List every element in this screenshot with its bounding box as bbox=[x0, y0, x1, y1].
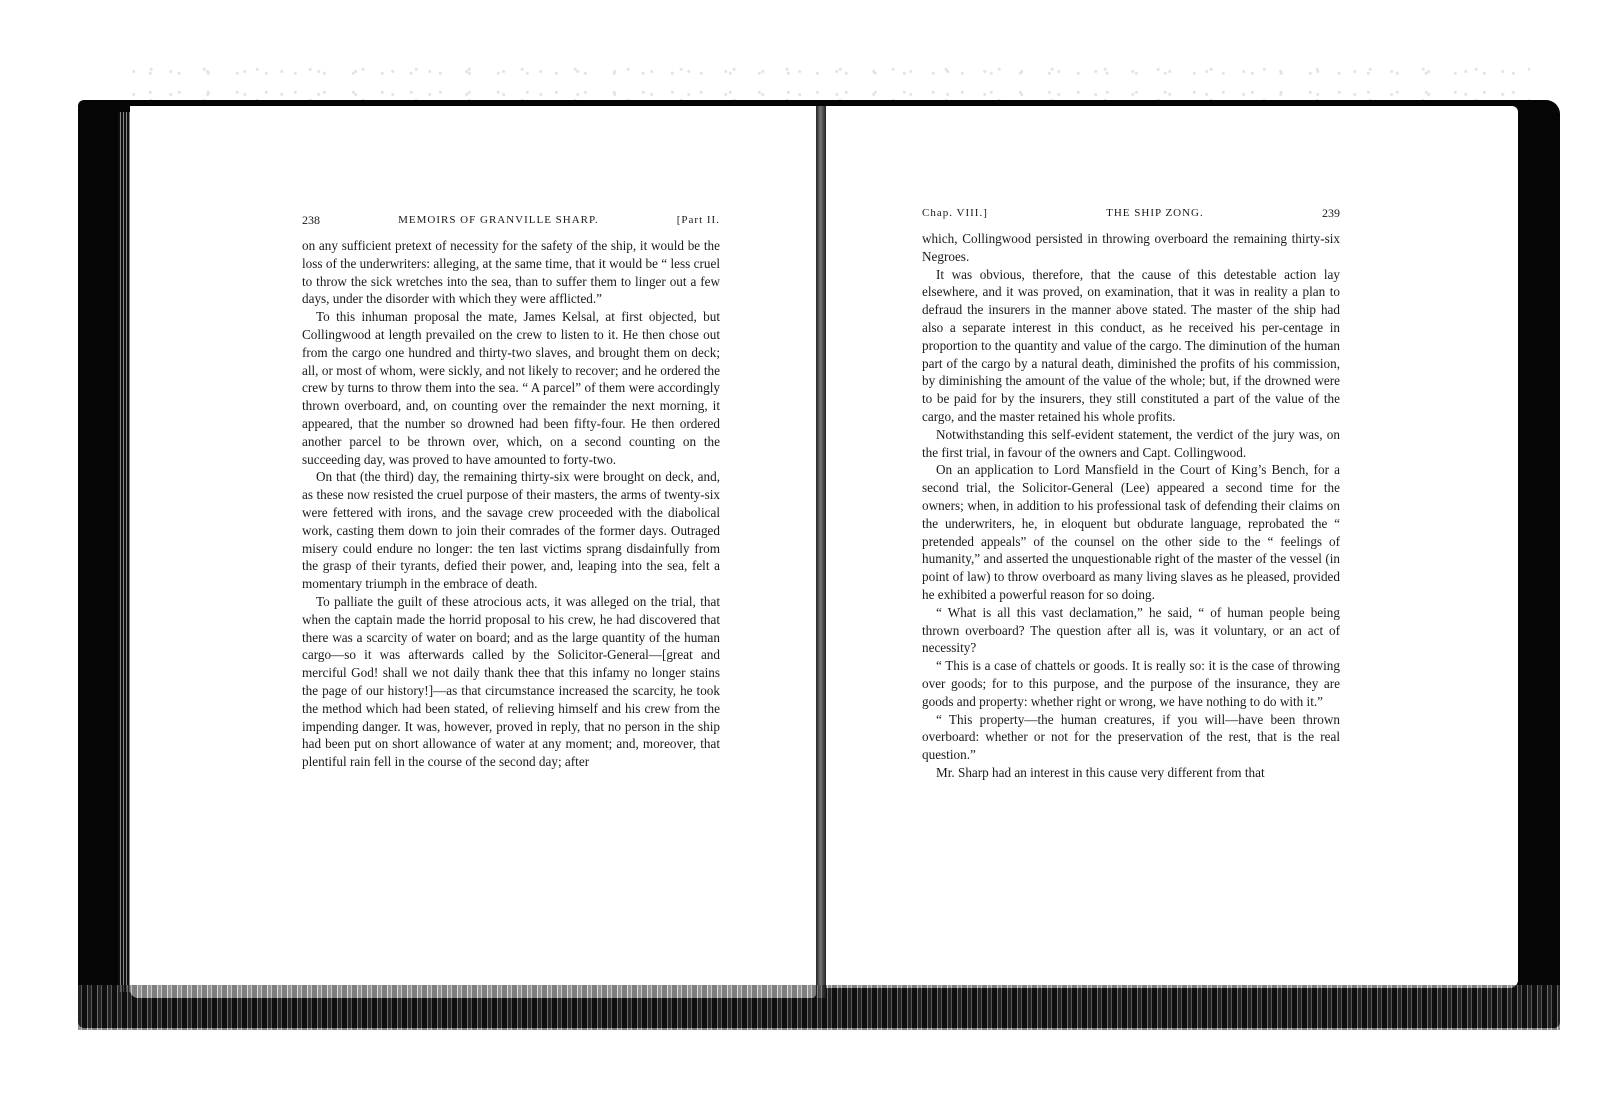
right-body-text bbox=[922, 230, 1340, 782]
left-paragraph: On that (the third) day, the remaining thirty-six were brought on deck, and, as these now resisted the cruel purpose of their masters, the arms of twenty-six were fettered with irons, and the savage crew proceeded with the diabolical work, casting them down to join their comrades of the former days. Outraged misery could endure no longer: the ten last victims sprang disdainfully from the grasp of their tyrants, defied their power, and, leaping into the sea, felt a momentary triumph in the embrace of death. bbox=[302, 469, 720, 592]
right-running-head bbox=[922, 205, 1340, 221]
left-paragraph: To this inhuman proposal the mate, James Kelsal, at first objected, but Collingwood at length prevailed on the crew to listen to it. He then chose out from the cargo one hundred and thirty-two slaves, and brought them on deck; all, or most of whom, were sickly, and not likely to recover; and he ordered the crew by turns to throw them into the sea. “ A parcel” of them were accordingly thrown overboard, and, on counting over the remainder the next morning, it appeared, that the number so drowned had been fifty-four. He then ordered another parcel to be thrown over, which, on a second counting on the succeeding day, was proved to have amounted to forty-two. bbox=[302, 309, 720, 467]
left-part-label: [Part II. bbox=[676, 214, 720, 226]
left-paragraph: To palliate the guilt of these atrocious acts, it was alleged on the trial, that when the captain made the horrid proposal to his crew, he had discovered that there was a scarcity of water on board; and as the large quantity of the human cargo—so it was afterwards called by the Solicitor-General—[great and merciful God! shall we not daily thank thee that this infamy no longer stains the page of our history!]—as that circumstance increased the scarcity, he took the method which had been stated, of relieving himself and his crew from the impending danger. It was, however, proved in reply, that no person in the ship had been put on short allowance of water at any moment; and, moreover, that plentiful rain fell in the course of the second day; after bbox=[302, 593, 720, 770]
right-paragraph: Mr. Sharp had an interest in this cause very different from that bbox=[936, 764, 1265, 780]
book-gutter bbox=[816, 106, 826, 998]
right-paragraph: which, Collingwood persisted in throwing overboard the remaining thirty-six Negroes. bbox=[922, 231, 1340, 264]
right-paragraph: “ This is a case of chattels or goods. It is really so: it is the case of throwing over goods; for to this purpose, and the purpose of the insurance, they are goods and property: whether right or wrong, we have nothing to do with it.” bbox=[922, 658, 1340, 709]
right-paragraph: On an application to Lord Mansfield in the Court of King’s Bench, for a second trial, the Solicitor-General (Lee) appeared a second time for the owners; when, in addition to his professional task of defending their claims on the underwriters, he, in eloquent but obdurate language, reprobated the “ pretended appeals” of the counsel on the other side to the “ feelings of humanity,” and asserted the unquestionable right of the master of the vessel (in point of law) to throw overboard as many living slaves as he pleased, provided he exhibited a powerful reason for so doing. bbox=[922, 462, 1340, 602]
right-paragraph: “ This property—the human creatures, if you will—have been thrown overboard: whether or not for the preservation of the rest, that is the real question.” bbox=[922, 711, 1340, 763]
right-paragraph: It was obvious, therefore, that the cause of this detestable action lay elsewhere, and it was proved, on examination, that it was in reality a plan to defraud the insurers in the manner above stated. The master of the ship had also a separate interest in this conduct, as he received his per-centage in proportion to the quantity and value of the cargo. The diminution of the human part of the cargo by a natural death, diminished the profits of his commission, by diminishing the amount of the value of the whole; but, if the drowned were to be paid for by the insurers, they still constituted a part of the value of the cargo, and the master retained his whole profits. bbox=[922, 266, 1340, 424]
left-running-title: MEMOIRS OF GRANVILLE SHARP. bbox=[398, 214, 599, 226]
right-paragraph: “ What is all this vast declamation,” he said, “ of human people being thrown overboard? The question after all is, was it voluntary, or an act of necessity? bbox=[922, 604, 1340, 656]
left-running-head bbox=[302, 212, 720, 228]
left-body-text bbox=[302, 237, 720, 771]
right-chapter-label: Chap. VIII.] bbox=[922, 207, 988, 219]
left-paragraph: on any sufficient pretext of necessity for the safety of the ship, it would be the loss of the underwriters: alleging, at the same time, that it would be “ less cruel to throw the sick wretches into the sea, than to suffer them to linger out a few days, under the disorder with which they were afflicted.” bbox=[302, 238, 720, 307]
bottom-edge-grain bbox=[78, 985, 1560, 1030]
right-page-number: 239 bbox=[1322, 205, 1340, 220]
left-page-number: 238 bbox=[302, 212, 320, 227]
right-paragraph: Notwithstanding this self-evident statement, the verdict of the jury was, on the first trial, in favour of the owners and Capt. Collingwood. bbox=[922, 426, 1340, 460]
right-running-title: THE SHIP ZONG. bbox=[1106, 207, 1204, 219]
